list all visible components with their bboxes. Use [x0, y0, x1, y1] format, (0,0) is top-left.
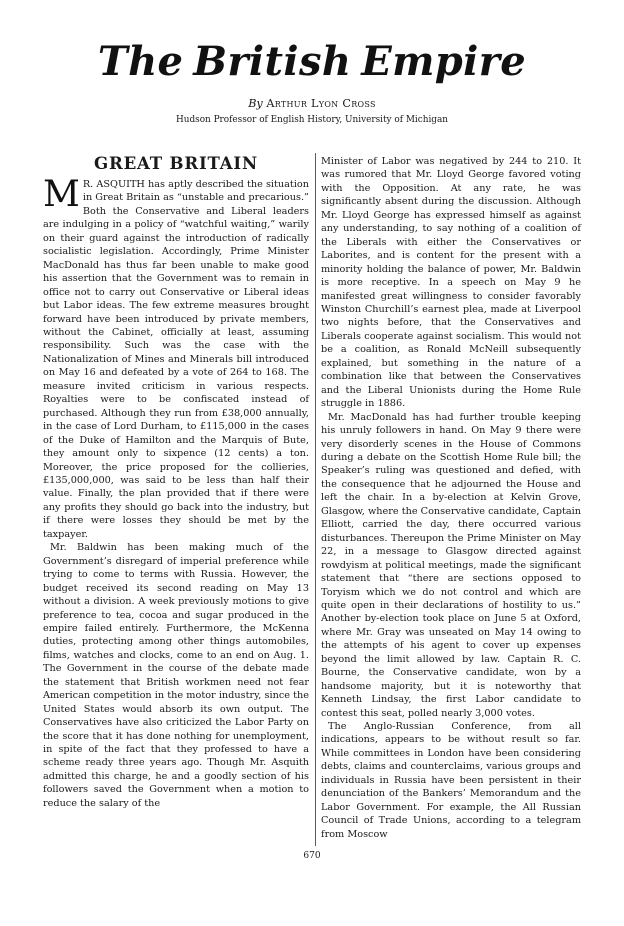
author-name: Arthur Lyon Cross	[266, 97, 376, 110]
paragraph-5: The Anglo-Russian Conference, from all indications, appears to be without result so far. While committees in London have been considering debts, claims and counterclaims, various groups and individuals in Russia have been persistent in their denunciation of the Bankers’ Memorandum and the Labor Government. For example, the All Russian Council of Trade Unions, according to a telegram from Moscow	[321, 721, 581, 840]
author-affiliation: Hudson Professor of English History, University of Michigan	[176, 115, 448, 125]
title-word-empire: Empire	[361, 38, 527, 85]
paragraph-2: Mr. Baldwin has been making much of the Government’s disregard of imperial preference while trying to come to terms with Russia. However, the budget received its second reading on May 13 without a division. A week previously motions to give preference to tea, cocoa and sugar produced in the empire failed entirely. Furthermore, the McKenna duties, protecting among other things automobiles, films, watches and clocks, come to an end on Aug. 1. The Government in the course of the debate made the statement that British workmen need not fear American competition in the motor industry, since the United States would absorb its own output. The Conservatives have also criticized the Labor Party on the score that it has done nothing for unemployment, in spite of the fact that they professed to have a scheme ready three years ago. Though Mr. Asquith admitted this charge, he and a goodly section of his followers saved the Government when a motion to reduce the salary of the	[43, 542, 309, 809]
paragraph-1-text: R. ASQUITH has aptly described the situation in Great Britain as “unstable and precarious.” Both the Conservative and Liberal leaders are indulging in a policy of “watchful waiting,” warily on their guard against the introduction of radically socialistic legislation. Accordingly, Prime Minister MacDonald has thus far been unable to make good his assertion that the Government was to remain in office not to carry out Conservative or Liberal ideas but Labor ideas. The few extreme measures brought forward have been introduced by private members, without the Cabinet, officially at least, assuming responsibility. Such was the case with the Nationalization of Mines and Minerals bill introduced on May 16 and defeated by a vote of 264 to 168. The measure invited criticism in various respects. Royalties were to be confiscated instead of purchased. Although they run from £38,000 annually, in the case of Lord Durham, to £115,000 in the cases of the Duke of Hamilton and the Marquis of Bute, they amount only to sixpence (12 cents) a ton. Moreover, the price proposed for the collieries, £135,000,000, was said to be less than half their value. Finally, the plan provided that if there were any profits they should go back into the industry, but if there were losses they should be met by the taxpayer.	[43, 179, 309, 540]
left-column	[43, 152, 309, 810]
byline-by: By	[248, 97, 263, 110]
paragraph-4: Mr. MacDonald has had further trouble keeping his unruly followers in hand. On May 9 there were very disorderly scenes in the House of Commons during a debate on the Scottish Home Rule bill; the Speaker’s ruling was questioned and defied, with the consequence that he adjourned the House and left the chair. In a by-election at Kelvin Grove, Glasgow, where the Conservative candidate, Captain Elliott, carried the day, there occurred various disturbances. Thereupon the Prime Minister on May 22, in a message to Glasgow directed against rowdyism at political meetings, made the significant statement that “there are sections opposed to Toryism which we do not control and which are quite open in their declarations of hostility to us.” Another by-election took place on June 5 at Oxford, where Mr. Gray was unseated on May 14 owing to the attempts of his agent to cover up expenses beyond the limit allowed by law. Captain R. C. Bourne, the Conservative candidate, won by a handsome majority, but it is noteworthy that Kenneth Lindsay, the first Labor candidate to contest this seat, polled nearly 3,000 votes.	[321, 411, 581, 719]
byline	[0, 97, 624, 111]
column-divider	[315, 153, 316, 846]
article-title	[0, 38, 624, 87]
right-column	[321, 155, 581, 841]
section-heading: GREAT BRITAIN	[94, 153, 258, 173]
paragraph-3: Minister of Labor was negatived by 244 to 210. It was rumored that Mr. Lloyd George favored voting with the Opposition. At any rate, he was significantly absent during the discussion. Although Mr. Lloyd George has expressed himself as against any understanding, to say nothing of a coalition of the Liberals with either the Conservatives or Laborites, and is content for the present with a minority holding the balance of power, Mr. Baldwin is more receptive. In a speech on May 9 he manifested great willingness to consider favorably Winston Churchill’s earnest plea, made at Liverpool two nights before, that the Conservatives and Liberals cooperate against socialism. This would not be a coalition, as Ronald McNeill subsequently explained, but something in the nature of a combination like that between the Conservatives and the Liberal Unionists during the Home Rule struggle in 1886.	[321, 156, 581, 410]
paragraph-1	[43, 174, 309, 541]
page-number: 670	[303, 851, 321, 861]
drop-cap: M	[43, 174, 80, 215]
title-prefix: The	[97, 38, 184, 85]
title-word-british: British	[193, 38, 352, 85]
